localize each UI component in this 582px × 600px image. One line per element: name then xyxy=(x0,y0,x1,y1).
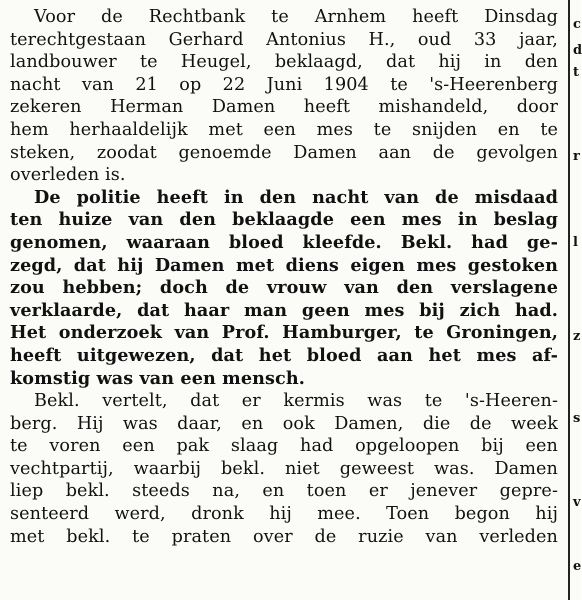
text-line: overleden is. xyxy=(10,165,126,186)
text-line: heeft uitgewezen, dat het bloed aan het mes af- xyxy=(10,344,558,366)
text-line: ten huize van den beklaagde een mes in beslag xyxy=(10,209,558,231)
edge-glyph: s xyxy=(573,411,581,426)
edge-glyph: z xyxy=(573,329,581,344)
text-line: te voren een pak slaag had opgeloopen bij een xyxy=(10,436,558,457)
text-line: zegd, dat hij Damen met diens eigen mes gestoken xyxy=(10,254,558,276)
text-line: Het onderzoek van Prof. Hamburger, te Groningen, xyxy=(10,322,558,344)
edge-glyph: d xyxy=(573,43,582,58)
text-line: zou hebben; doch de vrouw van den verslagene xyxy=(10,277,558,299)
paragraph-1 xyxy=(10,6,558,187)
edge-glyph: c xyxy=(573,17,581,32)
text-line: landbouwer te Heugel, beklaagd, dat hij in den xyxy=(10,52,558,73)
text-line: berg. Hij was daar, en ook Damen, die de week xyxy=(10,413,558,434)
text-line: nacht van 21 op 22 Juni 1904 te 's-Heerenberg xyxy=(10,74,558,95)
text-line: Voor de Rechtbank te Arnhem heeft Dinsdag xyxy=(34,7,558,27)
paragraph-2 xyxy=(10,187,558,390)
edge-glyph: v xyxy=(573,495,581,510)
text-line: liep bekl. steeds na, en toen er jenever gepre- xyxy=(10,481,558,502)
edge-glyph: r xyxy=(573,149,580,164)
edge-glyph: e xyxy=(573,559,582,574)
adjacent-column-fragment xyxy=(572,0,581,600)
text-line: zekeren Herman Damen heeft mishandeld, door xyxy=(10,97,558,118)
edge-glyph: t xyxy=(573,65,580,80)
text-line: verklaarde, dat haar man geen mes bij zich had. xyxy=(10,299,558,321)
text-line: met bekl. te praten over de ruzie van verleden xyxy=(10,526,558,547)
text-line: senteerd werd, dronk hij mee. Toen begon hij xyxy=(10,504,558,525)
article-column xyxy=(10,6,558,548)
column-divider xyxy=(568,0,570,600)
text-line: terechtgestaan Gerhard Antonius H., oud 33 jaar, xyxy=(10,29,558,50)
text-line: steken, zoodat genoemde Damen aan de gevolgen xyxy=(10,142,558,163)
text-line: hem herhaaldelijk met een mes te snijden en te xyxy=(10,119,558,140)
edge-glyph: l xyxy=(573,235,578,250)
text-line: vechtpartij, waarbij bekl. niet geweest was. Damen xyxy=(10,458,558,479)
text-line: komstig was van een mensch. xyxy=(10,367,305,389)
paragraph-3 xyxy=(10,390,558,548)
text-line: De politie heeft in den nacht van de misdaad xyxy=(34,186,558,208)
text-line: genomen, waaraan bloed kleefde. Bekl. had ge- xyxy=(10,231,558,253)
text-line: Bekl. vertelt, dat er kermis was te 's-Heeren- xyxy=(34,391,558,412)
